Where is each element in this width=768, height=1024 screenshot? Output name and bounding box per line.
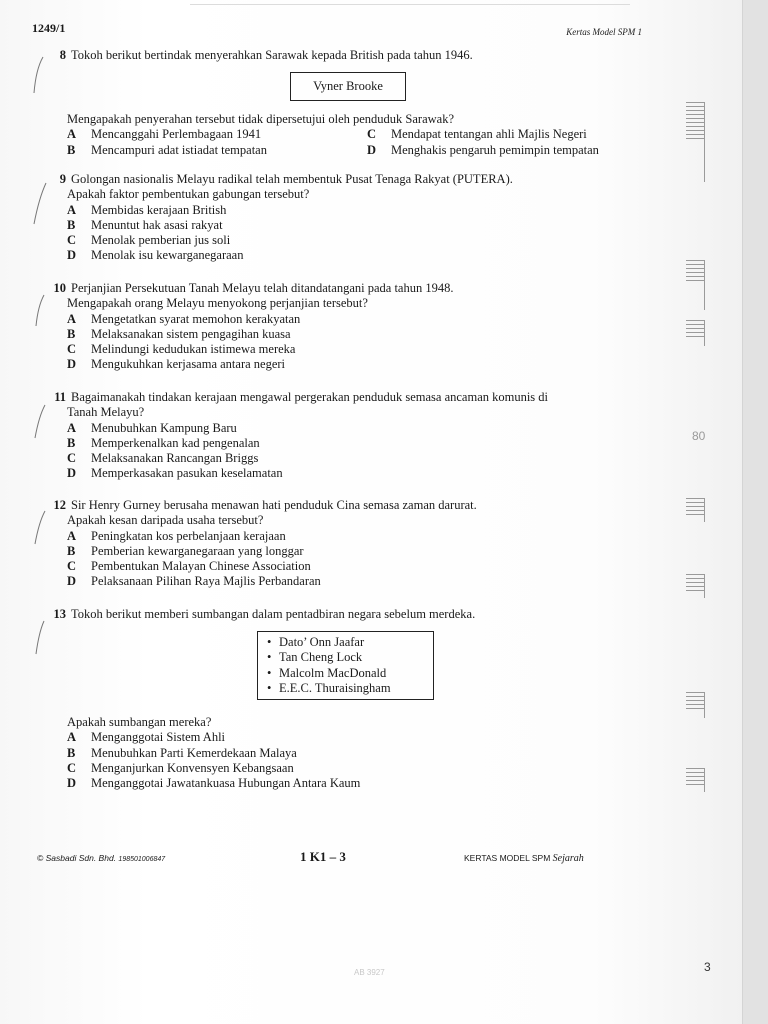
option-text: Menganggotai Jawatankuasa Hubungan Antara Kaum [91, 776, 361, 791]
option-text: Membidas kerajaan British [91, 202, 227, 217]
question-13 [38, 607, 638, 622]
question-prompt: Mengapakah penyerahan tersebut tidak dipersetujui oleh penduduk Sarawak? [67, 112, 455, 126]
option[interactable] [38, 357, 638, 372]
option-text: Menolak pemberian jus soli [91, 233, 231, 248]
option-letter: B [67, 543, 76, 558]
option-text: Memperkenalkan kad pengenalan [91, 435, 260, 450]
box-item-text: Dato’ Onn Jaafar [279, 635, 365, 649]
paper-type-label: Kertas Model SPM 1 [566, 27, 642, 37]
option-text: Mengetatkan syarat memohon kerakyatan [91, 311, 301, 326]
option[interactable] [367, 143, 667, 158]
publisher-reg-no: 198501006847 [118, 856, 166, 863]
question-number: 13 [53, 607, 66, 621]
option-letter: D [67, 466, 77, 481]
question-stem: Tokoh berikut bertindak menyerahkan Sarawak kepada British pada tahun 1946. [71, 48, 473, 62]
option-letter: C [367, 127, 377, 142]
faint-stamp: AB 3927 [354, 968, 385, 977]
option-letter: A [67, 528, 77, 543]
question-9 [38, 172, 638, 264]
option-text: Melaksanakan sistem pengagihan kuasa [91, 326, 291, 341]
option-letter: A [67, 311, 77, 326]
margin-ticks [686, 692, 704, 709]
margin-ticks-bar [704, 320, 705, 346]
top-rule [190, 4, 630, 5]
box-item-text: Tan Cheng Lock [279, 650, 363, 665]
option[interactable] [38, 529, 638, 544]
option-letter: C [67, 233, 77, 248]
option[interactable] [38, 451, 638, 466]
option-text: Menolak isu kewarganegaraan [91, 248, 244, 263]
option[interactable] [367, 127, 667, 142]
option-text: Mencanggahi Perlembagaan 1941 [91, 127, 262, 142]
publisher-name: © Sasbadi Sdn. Bhd. [37, 853, 117, 863]
box-list-item: • Dato’ Onn Jaafar [267, 635, 365, 649]
box-list-item: • Malcolm MacDonald [267, 665, 387, 680]
pencil-mark-icon [30, 402, 50, 442]
option-text: Menghakis pengaruh pemimpin tempatan [391, 142, 599, 157]
option-letter: D [67, 248, 77, 263]
box-list-item: • Tan Cheng Lock [267, 650, 363, 665]
paper-code: 1249/1 [32, 21, 66, 35]
question-stem: Tokoh berikut memberi sumbangan dalam pentadbiran negara sebelum merdeka. [71, 607, 476, 621]
question-11 [38, 390, 638, 482]
margin-ticks-bar [704, 102, 705, 182]
question-number: 10 [53, 281, 66, 295]
option-text: Menubuhkan Kampung Baru [91, 420, 237, 435]
margin-ticks [686, 498, 704, 515]
series-label [464, 853, 584, 864]
option[interactable] [38, 421, 638, 436]
margin-ticks [686, 768, 704, 785]
option[interactable] [38, 574, 638, 589]
option-letter: A [67, 420, 77, 435]
question-stem: Sir Henry Gurney berusaha menawan hati penduduk Cina semasa zaman darurat. [71, 498, 477, 512]
margin-ticks-bar [704, 768, 705, 792]
option[interactable] [38, 248, 638, 263]
option[interactable] [38, 342, 638, 357]
pencil-mark-icon [30, 180, 50, 230]
figure-box [257, 631, 434, 700]
option[interactable] [38, 559, 638, 574]
margin-ticks-bar [704, 574, 705, 598]
margin-ticks [686, 260, 704, 281]
option[interactable] [38, 233, 638, 248]
question-prompt: Apakah faktor pembentukan gabungan tersebut? [67, 187, 310, 202]
option-letter: B [67, 326, 76, 341]
question-prompt: Apakah kesan daripada usaha tersebut? [67, 513, 264, 528]
box-list-item: • E.E.C. Thuraisingham [267, 680, 391, 695]
option[interactable] [38, 327, 638, 342]
question-12 [38, 498, 638, 590]
pencil-mark-icon [30, 618, 50, 658]
margin-ticks [686, 574, 704, 591]
question-number: 9 [59, 172, 66, 186]
question-stem: Bagaimanakah tindakan kerajaan mengawal pergerakan penduduk semasa ancaman komunis di [71, 390, 549, 404]
box-item-text: E.E.C. Thuraisingham [279, 680, 391, 695]
option[interactable] [38, 776, 638, 791]
figure-box [290, 72, 406, 101]
publisher-credit [37, 853, 165, 863]
option[interactable] [38, 203, 638, 218]
option-text: Melaksanakan Rancangan Briggs [91, 451, 259, 466]
margin-ticks-bar [704, 498, 705, 522]
option-text: Mendapat tentangan ahli Majlis Negeri [391, 127, 587, 142]
margin-ticks [686, 102, 704, 139]
question-number: 11 [54, 390, 66, 404]
option-letter: C [67, 342, 77, 357]
pencil-mark-icon [30, 292, 50, 332]
option-letter: C [67, 451, 77, 466]
question-number: 8 [59, 48, 66, 62]
question-stem: Perjanjian Persekutuan Tanah Melayu telah ditandatangani pada tahun 1948. [71, 281, 454, 295]
option[interactable] [38, 544, 638, 559]
option-letter: B [67, 745, 76, 760]
option-letter: D [67, 357, 77, 372]
option-text: Melindungi kedudukan istimewa mereka [91, 342, 296, 357]
option[interactable] [38, 466, 638, 481]
option[interactable] [38, 218, 638, 233]
option[interactable] [67, 143, 367, 158]
option-text: Memperkasakan pasukan keselamatan [91, 466, 283, 481]
option-letter: D [67, 574, 77, 589]
option[interactable] [38, 436, 638, 451]
question-stem: Golongan nasionalis Melayu radikal telah membentuk Pusat Tenaga Rakyat (PUTERA). [71, 172, 513, 186]
option-text: Mencampuri adat istiadat tempatan [91, 142, 267, 157]
paper-edge [742, 0, 768, 1024]
option-letter: B [67, 217, 76, 232]
option-letter: D [367, 142, 377, 157]
option-text: Menubuhkan Parti Kemerdekaan Malaya [91, 745, 297, 760]
page-number: 3 [704, 960, 711, 974]
option-letter: B [67, 142, 76, 157]
option-text: Pemberian kewarganegaraan yang longgar [91, 543, 304, 558]
margin-ticks-bar [704, 692, 705, 718]
option-letter: A [67, 730, 77, 745]
question-8 [38, 48, 638, 63]
question-number: 12 [53, 498, 66, 512]
series-subject: Sejarah [552, 853, 584, 864]
question-8-body [38, 112, 638, 158]
option-text: Peningkatan kos perbelanjaan kerajaan [91, 528, 286, 543]
option-letter: A [67, 127, 77, 142]
series-name: KERTAS MODEL SPM [464, 853, 551, 863]
box-item-text: Malcolm MacDonald [279, 665, 387, 680]
question-prompt: Mengapakah orang Melayu menyokong perjanjian tersebut? [67, 296, 368, 311]
option-text: Pelaksanaan Pilihan Raya Majlis Perbandaran [91, 574, 321, 589]
option-text: Menganjurkan Konvensyen Kebangsaan [91, 760, 294, 775]
margin-ticks-bar [704, 260, 705, 310]
margin-ticks [686, 320, 704, 337]
question-10 [38, 281, 638, 373]
option-text: Mengukuhkan kerjasama antara negeri [91, 357, 286, 372]
question-13-body [38, 715, 638, 791]
option[interactable] [38, 730, 638, 745]
pencil-mark-icon [30, 508, 50, 548]
question-stem-continued: Tanah Melayu? [67, 405, 145, 420]
option[interactable] [38, 312, 638, 327]
option[interactable] [38, 746, 638, 761]
option[interactable] [38, 761, 638, 776]
pencil-mark-icon [28, 55, 48, 101]
option-letter: C [67, 760, 77, 775]
option-letter: D [67, 776, 77, 791]
option-text: Pembentukan Malayan Chinese Association [91, 559, 311, 574]
question-prompt: Apakah sumbangan mereka? [67, 715, 212, 729]
option[interactable] [67, 127, 367, 142]
option-text: Menuntut hak asasi rakyat [91, 217, 223, 232]
margin-mark: 80 [692, 429, 706, 443]
page-code: 1 K1 – 3 [300, 849, 346, 864]
option-letter: A [67, 202, 77, 217]
options-grid [38, 127, 638, 158]
option-letter: C [67, 559, 77, 574]
option-letter: B [67, 435, 76, 450]
option-text: Menganggotai Sistem Ahli [91, 730, 226, 745]
figure-box-text: Vyner Brooke [313, 78, 383, 93]
